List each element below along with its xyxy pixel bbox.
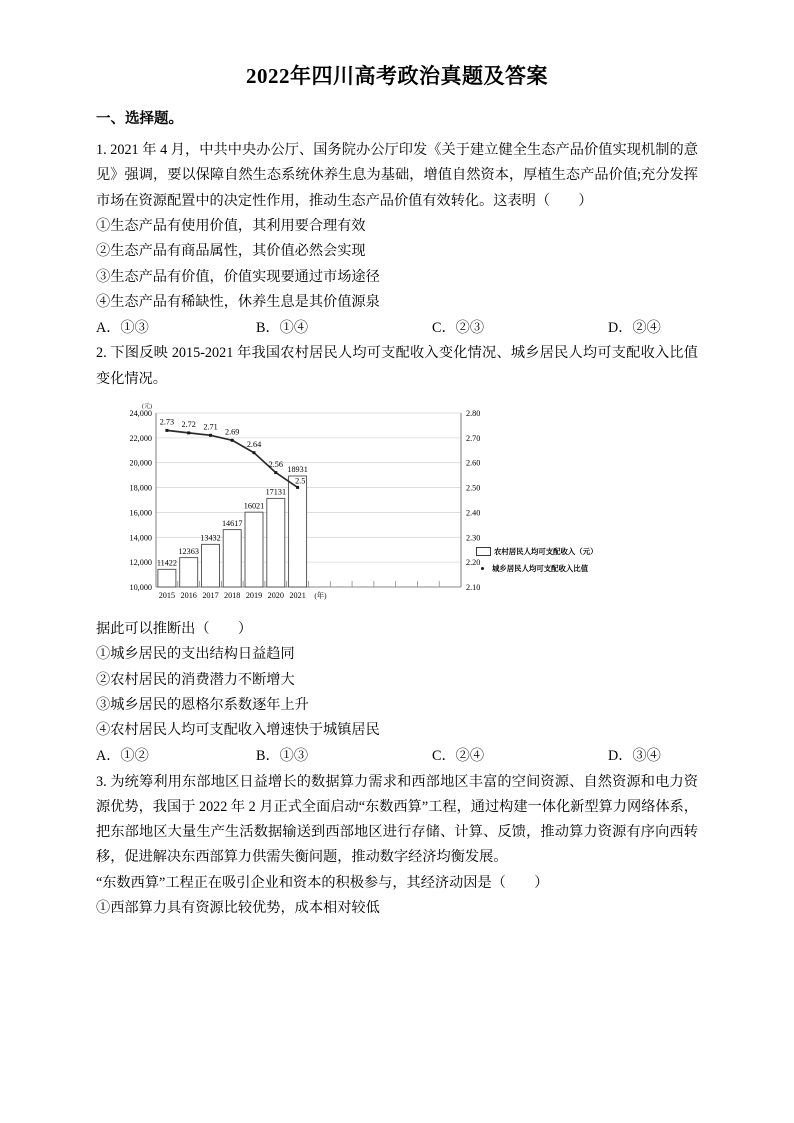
section-heading: 一、选择题。 (96, 111, 183, 128)
question-2-stem: 2. 下图反映 2015-2021 年我国农村居民人均可支配收入变化情况、城乡居民人均可支配收入比值变化情况。 (96, 345, 698, 387)
question-2-choices (96, 743, 698, 769)
left-tick-18000: 18,000 (129, 483, 152, 493)
x-label-2021: 2021 (289, 590, 306, 600)
chart-left-tick-labels (129, 409, 152, 592)
left-tick-16000: 16,000 (129, 508, 152, 518)
line-swatch-icon (476, 565, 489, 572)
left-tick-10000: 10,000 (129, 582, 152, 592)
bar-label-2017: 13432 (200, 533, 221, 543)
bar-label-2018: 14617 (221, 518, 243, 528)
question-1-choice-c[interactable]: C．②③ (432, 320, 485, 337)
question-3-statement-1: ①西部算力具有资源比较优势，成本相对较低 (96, 900, 380, 917)
right-tick-210: 2.10 (466, 582, 481, 592)
question-3-stem: 3. 为统筹利用东部地区日益增长的数据算力需求和西部地区丰富的空间资源、自然资源和电力资源优势，我国于 2022 年 2 月正式全面启动“东数西算”工程，通过构建一体化新型算力网络体系，把东部地区大量生产生活数据输送到西部地区进行存储、计算、反馈，推动算力资源有序向西转移，促进解决东西部算力供需失衡问题，推动数字经济均衡发展。 (96, 773, 698, 866)
chart-legend (476, 547, 597, 581)
left-axis-unit-label: (元) (142, 403, 152, 410)
bar-2015 (158, 569, 176, 587)
right-tick-250: 2.50 (466, 483, 481, 493)
line-label-2020: 2.56 (268, 459, 283, 469)
x-label-2018: 2018 (224, 590, 241, 600)
bar-2016 (180, 558, 198, 587)
question-3 (96, 770, 698, 922)
question-2-choice-b[interactable]: B．①③ (256, 748, 309, 765)
question-1-statement-1: ①生态产品有使用价值，其利用要合理有效 (96, 217, 366, 234)
line-label-2018: 2.69 (225, 427, 240, 437)
line-label-2019: 2.64 (246, 439, 262, 449)
question-2-statement-3: ③城乡居民的恩格尔系数逐年上升 (96, 696, 309, 713)
legend-label-line: 城乡居民人均可支配收入比值 (492, 563, 589, 573)
x-label-2015: 2015 (158, 590, 176, 600)
bar-2018 (223, 530, 241, 587)
bar-label-2019: 16021 (243, 501, 265, 511)
left-tick-12000: 12,000 (129, 558, 152, 568)
left-tick-22000: 22,000 (129, 433, 152, 443)
question-2-lead-in: 据此可以推断出（ ） (96, 620, 253, 637)
legend-item-bar (476, 547, 597, 556)
bar-2020 (267, 498, 285, 587)
legend-item-line (476, 565, 597, 572)
income-chart (106, 401, 651, 611)
question-1 (96, 138, 698, 341)
question-1-stem: 1. 2021 年 4 月，中共中央办公厅、国务院办公厅印发《关于建立健全生态产品价值实现机制的意见》强调，要以保障自然生态系统休养生息为基础，增值自然资本，厚植生态产品价值;充分发挥市场在资源配置中的决定性作用，推动生态产品价值有效转化。这表明（ ） (96, 142, 698, 209)
question-2-statement-1: ①城乡居民的支出结构日益趋同 (96, 646, 295, 663)
right-tick-240: 2.40 (466, 508, 481, 518)
question-1-choice-a[interactable]: A．①③ (96, 320, 149, 337)
line-label-2017: 2.71 (203, 422, 218, 432)
income-chart-figure (96, 401, 698, 611)
chart-line-labels (160, 418, 306, 486)
question-1-choices (96, 315, 698, 341)
question-1-statement-4: ④生态产品有稀缺性，休养生息是其价值源泉 (96, 293, 380, 310)
question-2-choice-a[interactable]: A．①② (96, 748, 149, 765)
right-tick-230: 2.30 (466, 533, 481, 543)
x-axis-unit-label: (年) (314, 590, 327, 600)
right-tick-220: 2.20 (466, 558, 481, 568)
question-2-choice-c[interactable]: C．②④ (432, 748, 485, 765)
legend-label-bar: 农村居民人均可支配收入（元） (494, 546, 598, 556)
right-tick-260: 2.60 (466, 458, 481, 468)
bar-label-2021: 18931 (287, 465, 308, 475)
line-label-2016: 2.72 (181, 420, 196, 430)
right-tick-270: 2.70 (466, 433, 481, 443)
bar-label-2015: 11422 (156, 558, 177, 568)
left-tick-20000: 20,000 (129, 458, 152, 468)
question-2-choice-d[interactable]: D．③④ (608, 748, 661, 765)
x-label-2017: 2017 (202, 590, 219, 600)
question-1-statement-3: ③生态产品有价值，价值实现要通过市场途径 (96, 268, 380, 285)
question-1-choice-b[interactable]: B．①④ (256, 320, 309, 337)
left-tick-24000: 24,000 (129, 408, 152, 418)
bar-label-2020: 17131 (265, 487, 287, 497)
bar-2017 (202, 544, 220, 587)
question-2 (96, 341, 698, 769)
line-label-2015: 2.73 (159, 417, 175, 427)
question-2-statement-4: ④农村居民人均可支配收入增速快于城镇居民 (96, 722, 380, 739)
question-1-statement-2: ②生态产品有商品属性，其价值必然会实现 (96, 243, 366, 260)
x-label-2016: 2016 (180, 590, 197, 600)
question-2-statement-2: ②农村居民的消费潜力不断增大 (96, 671, 295, 688)
bar-label-2016: 12363 (178, 546, 199, 556)
question-3-lead-in: “东数西算”工程正在吸引企业和资本的积极参与，其经济动因是（ ） (96, 874, 549, 891)
line-label-2021: 2.5 (295, 476, 306, 486)
bar-swatch-icon (476, 547, 491, 556)
right-tick-280: 2.80 (466, 408, 481, 418)
x-label-2020: 2020 (267, 590, 284, 600)
bar-2021 (289, 476, 307, 587)
page-title: 2022年四川高考政治真题及答案 (246, 64, 548, 88)
question-1-choice-d[interactable]: D．②④ (608, 320, 661, 337)
chart-x-labels (159, 591, 327, 600)
bar-2019 (245, 512, 263, 587)
left-tick-14000: 14,000 (129, 533, 152, 543)
x-label-2019: 2019 (245, 590, 263, 600)
